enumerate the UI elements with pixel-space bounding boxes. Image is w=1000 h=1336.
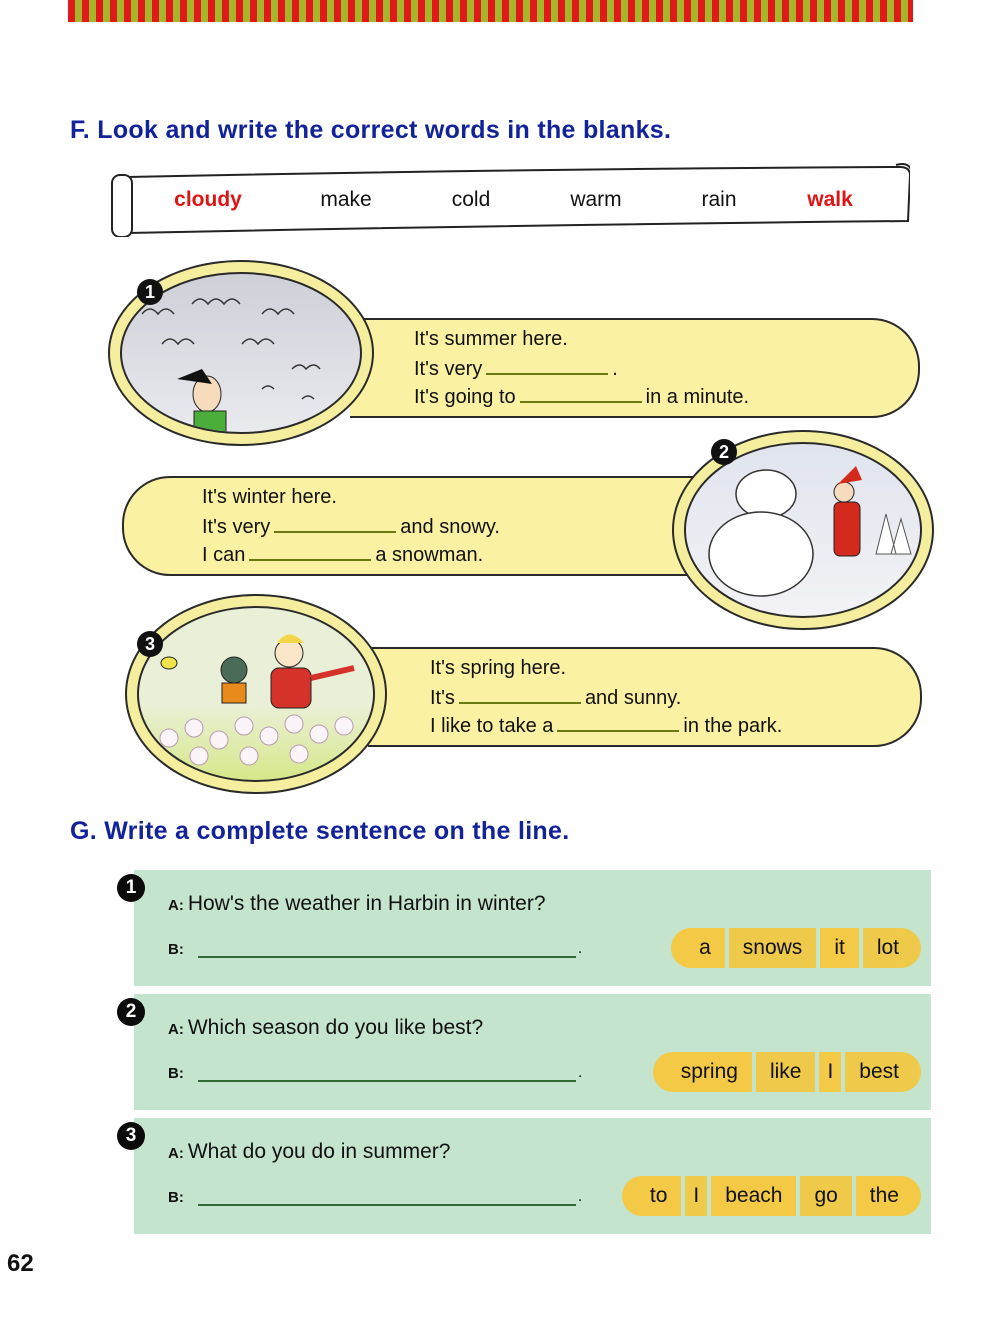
fill-blank[interactable] bbox=[459, 686, 581, 704]
word-chip[interactable]: to bbox=[622, 1176, 682, 1216]
speaker-b-label: B: bbox=[168, 941, 184, 958]
scene-3-number-badge: 3 bbox=[137, 631, 163, 657]
scene-1-number-badge: 1 bbox=[137, 279, 163, 305]
section-g-heading: G. Write a complete sentence on the line. bbox=[70, 817, 570, 845]
fill-blank[interactable] bbox=[486, 357, 608, 375]
scene-1-line-3 bbox=[414, 385, 749, 409]
scene-1-line-2 bbox=[414, 357, 618, 381]
word-bank-item: warm bbox=[570, 188, 622, 211]
question-text: What do you do in summer? bbox=[187, 1140, 451, 1163]
section-f-heading: F. Look and write the correct words in the blanks. bbox=[70, 116, 672, 144]
word-bank-item: rain bbox=[701, 188, 737, 211]
scene-3-line-1 bbox=[430, 657, 566, 680]
sentence-text: It's spring here. bbox=[430, 657, 567, 679]
sentence-text: a snowman. bbox=[375, 544, 484, 566]
speaker-b-label: B: bbox=[168, 1189, 184, 1206]
snowman-icon bbox=[686, 444, 922, 618]
scene-2-line-2 bbox=[202, 515, 500, 539]
sentence-text: It's going to bbox=[414, 386, 516, 408]
question-number-badge: 3 bbox=[117, 1122, 145, 1150]
question-text: How's the weather in Harbin in winter? bbox=[187, 892, 546, 915]
scene-3-text-bubble bbox=[368, 647, 922, 747]
scene-2-line-1 bbox=[202, 486, 337, 509]
fill-blank[interactable] bbox=[520, 385, 642, 403]
scene-2-picture-frame bbox=[672, 430, 934, 630]
question-line bbox=[168, 1140, 450, 1164]
answer-row: B: . bbox=[168, 940, 583, 958]
sentence-text: I like to take a bbox=[430, 715, 554, 737]
speaker-a-label: A: bbox=[168, 1021, 184, 1038]
answer-row: B: . bbox=[168, 1064, 583, 1082]
word-chip[interactable]: the bbox=[856, 1176, 921, 1216]
flowers-icon bbox=[139, 608, 375, 782]
word-bank-item: cold bbox=[451, 188, 491, 211]
scene-1-text-bubble bbox=[350, 318, 920, 418]
word-chips bbox=[622, 1176, 921, 1216]
question-number-badge: 1 bbox=[117, 874, 145, 902]
scene-3-picture-frame bbox=[125, 594, 387, 794]
word-chip[interactable]: go bbox=[800, 1176, 851, 1216]
answer-input[interactable] bbox=[198, 1064, 576, 1082]
sentence-text: in the park. bbox=[683, 715, 783, 737]
word-bank-item: walk bbox=[807, 188, 853, 211]
scene-2-line-3 bbox=[202, 543, 483, 567]
scene-2-number-badge: 2 bbox=[711, 439, 737, 465]
question-1-box bbox=[125, 870, 931, 986]
answer-input[interactable] bbox=[198, 940, 576, 958]
word-bank-item: cloudy bbox=[174, 188, 242, 211]
sentence-text: and sunny. bbox=[584, 687, 682, 709]
sentence-text: . bbox=[612, 358, 618, 380]
word-bank-item: make bbox=[320, 188, 372, 211]
word-bank bbox=[110, 188, 910, 218]
word-chips bbox=[671, 928, 921, 968]
scene-2-text-bubble bbox=[122, 476, 704, 576]
word-chip[interactable]: best bbox=[845, 1052, 921, 1092]
word-chip[interactable]: beach bbox=[711, 1176, 796, 1216]
scene-3-line-3 bbox=[430, 714, 782, 738]
question-text: Which season do you like best? bbox=[187, 1016, 484, 1039]
speaker-a-label: A: bbox=[168, 1145, 184, 1162]
word-chip[interactable]: I bbox=[819, 1052, 841, 1092]
word-chip[interactable]: a bbox=[671, 928, 725, 968]
question-line bbox=[168, 892, 546, 916]
question-number-badge: 2 bbox=[117, 998, 145, 1026]
sentence-text: in a minute. bbox=[645, 386, 750, 408]
word-chip[interactable]: lot bbox=[863, 928, 921, 968]
sentence-text: It's bbox=[430, 687, 455, 709]
question-line bbox=[168, 1016, 483, 1040]
sentence-text: It's winter here. bbox=[202, 486, 337, 508]
sentence-text: It's summer here. bbox=[414, 328, 568, 350]
word-chips bbox=[653, 1052, 921, 1092]
word-chip[interactable]: spring bbox=[653, 1052, 752, 1092]
speaker-b-label: B: bbox=[168, 1065, 184, 1082]
fill-blank[interactable] bbox=[274, 515, 396, 533]
question-3-box bbox=[125, 1118, 931, 1234]
fill-blank[interactable] bbox=[249, 543, 371, 561]
speaker-a-label: A: bbox=[168, 897, 184, 914]
word-chip[interactable]: it bbox=[820, 928, 859, 968]
answer-row: B: . bbox=[168, 1188, 583, 1206]
scene-1-line-1 bbox=[414, 328, 568, 351]
sentence-text: I can bbox=[202, 544, 246, 566]
word-bank-scroll bbox=[110, 163, 910, 237]
word-chip[interactable]: snows bbox=[729, 928, 817, 968]
snowman-girl-illustration bbox=[684, 442, 922, 618]
fill-blank[interactable] bbox=[557, 714, 679, 732]
decorative-stripe-bar bbox=[68, 0, 913, 22]
sentence-text: and snowy. bbox=[400, 516, 500, 538]
spring-flowers-girl-cat-illustration bbox=[137, 606, 375, 782]
question-2-box bbox=[125, 994, 931, 1110]
sentence-text: It's very bbox=[414, 358, 483, 380]
sentence-text: It's very bbox=[202, 516, 271, 538]
word-chip[interactable]: I bbox=[685, 1176, 707, 1216]
word-chip[interactable]: like bbox=[756, 1052, 816, 1092]
page-number: 62 bbox=[7, 1250, 34, 1277]
answer-input[interactable] bbox=[198, 1188, 576, 1206]
scene-3-line-2 bbox=[430, 686, 681, 710]
